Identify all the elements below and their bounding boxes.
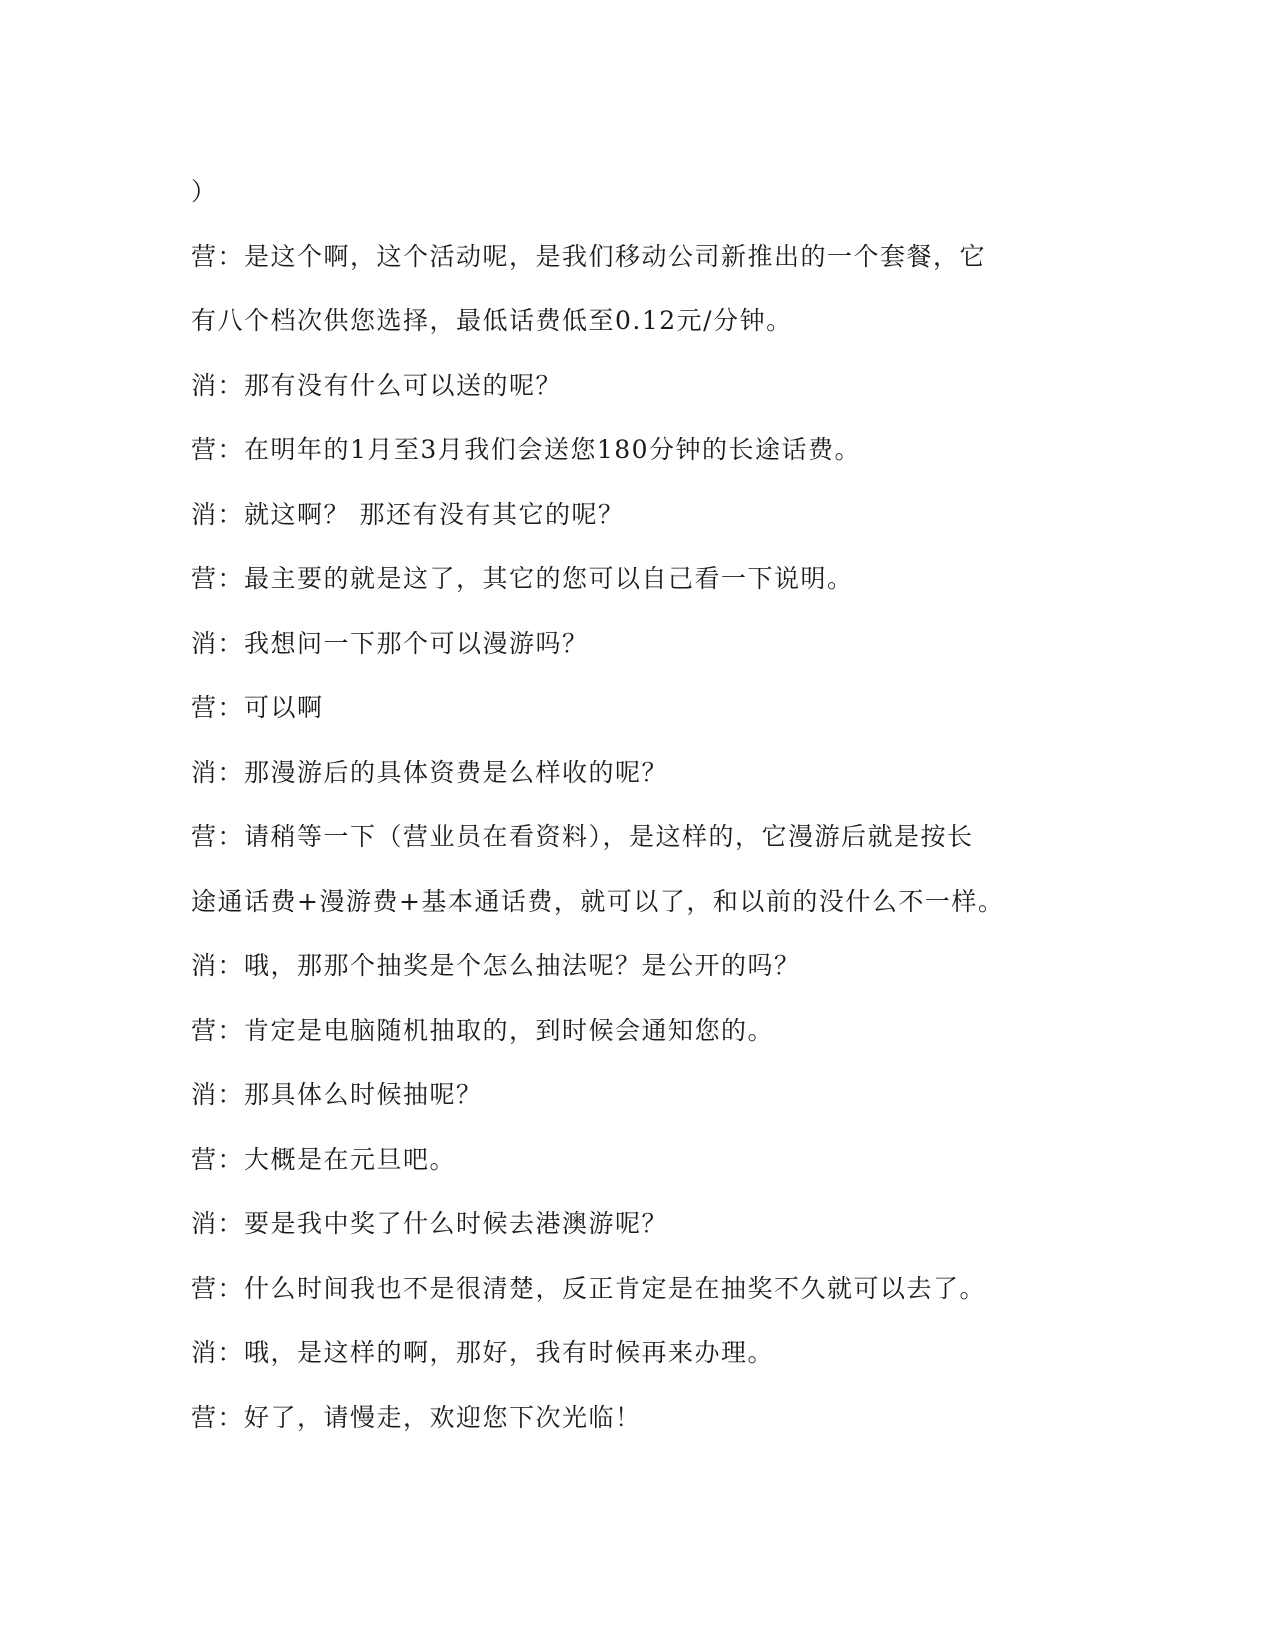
dialogue-line: 消：就这啊？ 那还有没有其它的呢？ bbox=[191, 499, 625, 529]
dialogue-line: 消：哦，是这样的啊，那好，我有时候再来办理。 bbox=[191, 1338, 775, 1367]
dialogue-line: 营：大概是在元旦吧。 bbox=[191, 1144, 457, 1174]
dialogue-line: 营：好了，请慢走，欢迎您下次光临！ bbox=[191, 1402, 642, 1432]
dialogue-text-block bbox=[191, 160, 1071, 1450]
dialogue-line: 营：什么时间我也不是很清楚，反正肯定是在抽奖不久就可以去了。 bbox=[191, 1273, 987, 1303]
dialogue-line: 消：哦，那那个抽奖是个怎么抽法呢？是公开的吗？ bbox=[191, 951, 801, 980]
dialogue-line: 消：那具体么时候抽呢？ bbox=[191, 1080, 483, 1109]
dialogue-line: 营：是这个啊，这个活动呢，是我们移动公司新推出的一个套餐，它 bbox=[191, 241, 987, 271]
dialogue-line: 营：在明年的1月至3月我们会送您180分钟的长途话费。 bbox=[191, 435, 862, 464]
dialogue-line: 营：肯定是电脑随机抽取的，到时候会通知您的。 bbox=[191, 1015, 775, 1045]
dialogue-line: 营：请稍等一下（营业员在看资料），是这样的，它漫游后就是按长 bbox=[191, 822, 974, 851]
dialogue-line: 营：最主要的就是这了，其它的您可以自己看一下说明。 bbox=[191, 564, 854, 593]
closing-parenthesis-line: ） bbox=[191, 177, 218, 206]
dialogue-line: 消：那有没有什么可以送的呢？ bbox=[191, 370, 563, 400]
dialogue-line: 营：可以啊 bbox=[191, 693, 324, 722]
dialogue-line: 消：我想问一下那个可以漫游吗？ bbox=[191, 628, 589, 658]
dialogue-line: 消：要是我中奖了什么时候去港澳游呢？ bbox=[191, 1209, 669, 1238]
dialogue-line: 途通话费+漫游费+基本通话费，就可以了，和以前的没什么不一样。 bbox=[191, 886, 1005, 916]
dialogue-line: 有八个档次供您选择，最低话费低至0.12元/分钟。 bbox=[191, 306, 793, 335]
dialogue-line: 消：那漫游后的具体资费是么样收的呢？ bbox=[191, 757, 669, 787]
